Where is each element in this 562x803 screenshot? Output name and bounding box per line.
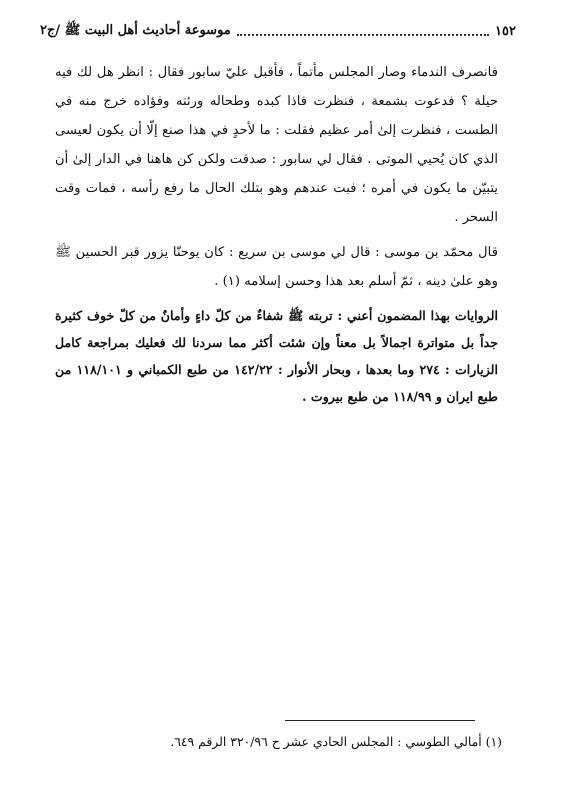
commentary-paragraph: الروايات بهذا المضمون أعني : تربته ﷺ شفاءٌ من كلّ داءٍ وأمانٌ من كلّ خوف كثيرة جداً بل متواترة اجمالاً بل معناً وإن شئت أكثر مما سردنا لك فعليك بمراجعة كامل الزيارات : ٢٧٤ وما بعدها ، وبحار الأنوار : ١٤٢/٢٢ من طبع الكمباني و ١١٨/١٠١ من طبع ايران و ١١٨/٩٩ من طبع بيروت . (55, 308, 499, 404)
paragraph-2: قال محمّد بن موسى : قال لي موسى بن سريع : كان يوحنّا يزور قبر الحسين ﷺ وهو علىٰ دينه ، ثمّ أسلم بعد هذا وحسن إسلامه (١) . (55, 245, 498, 289)
page-header (40, 22, 516, 40)
page-body (55, 58, 498, 410)
footnote-divider (285, 720, 475, 721)
header-dot-leader (237, 26, 489, 36)
paragraph-1: فانصرف الندماء وصار المجلس مأتماً ، فأقبل عليّ سابور فقال : انظر هل لك فيه حيلة ؟ فدعوت بشمعة ، فنظرت فاذا كبده وطحاله ورئته وفؤاده خرج منه في الطست ، فنظرت إلىٰ أمر عظيم فقلت : ما لأحدٍ في هذا صنع إلّا أن يكون لعيسى الذي كان يُحيي الموتى . فقال لي سابور : صدقت ولكن كن هاهنا في الدار إلىٰ أن يتبيّن ما يكون في أمره ؛ فبت عندهم وهو بتلك الحال ما رفع رأسه ، فمات وقت السحر . (55, 65, 498, 225)
page-number: ١٥٢ (495, 23, 516, 39)
running-title: موسوعة أحاديث أهل البيت ﷺ /ج٢ (40, 22, 231, 38)
footnote: (١) أمالي الطوسي : المجلس الحادي عشر ح ٣٢٠/٩٦ الرقم ٦٤٩. (170, 734, 502, 749)
